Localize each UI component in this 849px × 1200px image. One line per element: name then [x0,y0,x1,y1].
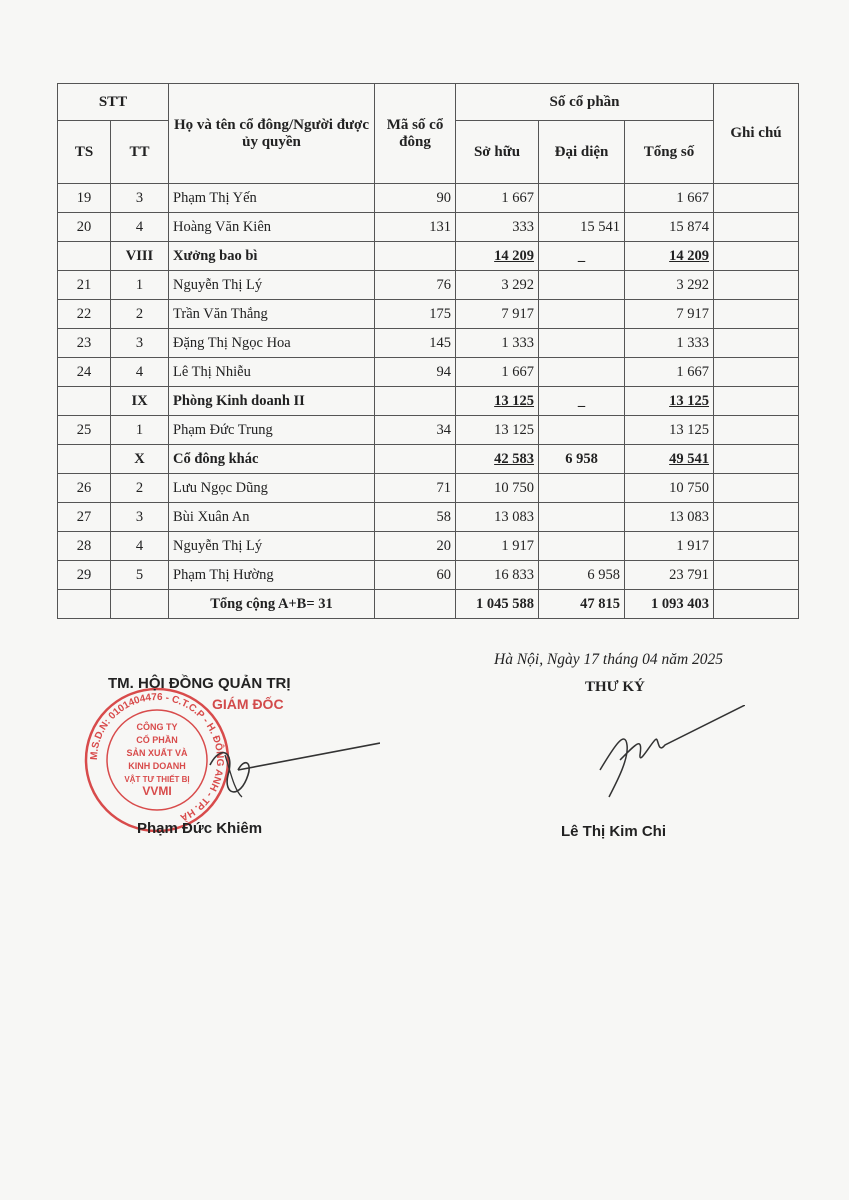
row-ts [58,387,111,416]
row-owned: 1 333 [456,329,539,358]
row-code: 94 [375,358,456,387]
row-tt: 2 [111,474,169,503]
row-total: 23 791 [625,561,714,590]
row-represented [539,300,625,329]
total-represented: 47 815 [539,590,625,619]
row-tt: 4 [111,532,169,561]
row-code: 58 [375,503,456,532]
row-tt: VIII [111,242,169,271]
row-note [714,271,799,300]
row-owned: 1 667 [456,184,539,213]
row-note [714,561,799,590]
row-name: Đặng Thị Ngọc Hoa [169,329,375,358]
row-total: 1 333 [625,329,714,358]
total-total: 1 093 403 [625,590,714,619]
row-name: Phạm Thị Yến [169,184,375,213]
group-row [58,445,799,474]
table-row [58,271,799,300]
director-name: Phạm Đức Khiêm [137,820,263,837]
row-total: 14 209 [625,242,714,271]
header-owned: Sở hữu [456,121,539,184]
row-total: 7 917 [625,300,714,329]
seal-line: SẢN XUẤT VÀ [126,748,188,758]
row-represented [539,532,625,561]
row-code: 131 [375,213,456,242]
row-ts: 24 [58,358,111,387]
total-code [375,590,456,619]
row-owned: 14 209 [456,242,539,271]
row-total: 49 541 [625,445,714,474]
row-total: 1 917 [625,532,714,561]
row-note [714,213,799,242]
secretary-title: THƯ KÝ [585,679,645,695]
row-ts: 21 [58,271,111,300]
row-code: 145 [375,329,456,358]
group-row [58,387,799,416]
row-represented: _ [539,387,625,416]
row-owned: 42 583 [456,445,539,474]
row-note [714,445,799,474]
seal-line: KINH DOANH [128,761,186,771]
director-signature [190,735,380,805]
row-total: 15 874 [625,213,714,242]
row-owned: 1 667 [456,358,539,387]
total-label: Tổng cộng A+B= 31 [169,590,375,619]
table-row [58,561,799,590]
row-total: 1 667 [625,184,714,213]
row-represented: 15 541 [539,213,625,242]
row-code [375,445,456,474]
row-name: Lê Thị Nhiễu [169,358,375,387]
table-row [58,358,799,387]
group-row [58,242,799,271]
row-name: Phạm Thị Hường [169,561,375,590]
row-total: 3 292 [625,271,714,300]
row-tt: 3 [111,503,169,532]
row-total: 1 667 [625,358,714,387]
table-row [58,474,799,503]
row-owned: 333 [456,213,539,242]
row-tt: 5 [111,561,169,590]
row-code [375,387,456,416]
table-row [58,532,799,561]
total-row [58,590,799,619]
board-subtitle: GIÁM ĐỐC [212,696,284,712]
header-represented: Đại diện [539,121,625,184]
row-total: 13 125 [625,416,714,445]
row-ts: 28 [58,532,111,561]
row-note [714,329,799,358]
row-represented: 6 958 [539,445,625,474]
row-ts: 29 [58,561,111,590]
row-code: 76 [375,271,456,300]
table-row [58,300,799,329]
row-note [714,474,799,503]
row-note [714,184,799,213]
row-name: Bùi Xuân An [169,503,375,532]
row-owned: 10 750 [456,474,539,503]
seal-line: VẬT TƯ THIẾT BỊ [124,775,190,784]
row-ts: 25 [58,416,111,445]
table-row [58,416,799,445]
total-note [714,590,799,619]
row-represented [539,184,625,213]
row-owned: 13 125 [456,416,539,445]
row-owned: 16 833 [456,561,539,590]
header-ts: TS [58,121,111,184]
secretary-name: Lê Thị Kim Chi [561,823,666,840]
row-note [714,242,799,271]
row-owned: 13 083 [456,503,539,532]
row-tt: 4 [111,358,169,387]
row-name: Hoàng Văn Kiên [169,213,375,242]
row-tt: X [111,445,169,474]
row-note [714,300,799,329]
total-owned: 1 045 588 [456,590,539,619]
row-note [714,416,799,445]
row-code [375,242,456,271]
row-name: Phạm Đức Trung [169,416,375,445]
table-row [58,184,799,213]
table-row [58,213,799,242]
row-ts: 27 [58,503,111,532]
row-note [714,532,799,561]
row-represented: 6 958 [539,561,625,590]
row-code: 175 [375,300,456,329]
row-represented [539,329,625,358]
seal-line: VVMI [142,784,172,798]
row-ts: 20 [58,213,111,242]
row-ts: 19 [58,184,111,213]
row-note [714,358,799,387]
row-represented [539,358,625,387]
row-owned: 7 917 [456,300,539,329]
row-note [714,387,799,416]
row-name: Phòng Kinh doanh II [169,387,375,416]
row-code: 60 [375,561,456,590]
row-tt: 2 [111,300,169,329]
svg-text:M.S.D.N: 0101404476 - C.T.C.P: M.S.D.N: 0101404476 - C.T.C.P - H. ĐÔNG ANH - TP. HÀ [88,691,226,823]
header-stt: STT [58,84,169,121]
row-total: 10 750 [625,474,714,503]
row-represented [539,474,625,503]
header-note: Ghi chú [714,84,799,184]
row-tt: 1 [111,271,169,300]
row-tt: 3 [111,184,169,213]
row-code: 90 [375,184,456,213]
row-represented [539,503,625,532]
total-tt [111,590,169,619]
row-total: 13 083 [625,503,714,532]
row-owned: 1 917 [456,532,539,561]
row-name: Lưu Ngọc Dũng [169,474,375,503]
row-owned: 13 125 [456,387,539,416]
row-ts: 23 [58,329,111,358]
header-tt: TT [111,121,169,184]
row-name: Trần Văn Thắng [169,300,375,329]
row-represented [539,416,625,445]
row-ts: 22 [58,300,111,329]
shareholder-table [57,83,799,619]
row-name: Nguyễn Thị Lý [169,271,375,300]
header-code: Mã số cổ đông [375,84,456,184]
seal-line: CỔ PHẦN [136,735,178,745]
row-tt: 1 [111,416,169,445]
board-title: TM. HỘI ĐỒNG QUẢN TRỊ [108,675,291,692]
signing-date: Hà Nội, Ngày 17 tháng 04 năm 2025 [494,651,724,668]
table-row [58,329,799,358]
row-total: 13 125 [625,387,714,416]
row-ts [58,445,111,474]
row-tt: 4 [111,213,169,242]
row-represented [539,271,625,300]
row-owned: 3 292 [456,271,539,300]
row-tt: 3 [111,329,169,358]
row-note [714,503,799,532]
row-ts: 26 [58,474,111,503]
row-code: 20 [375,532,456,561]
row-ts [58,242,111,271]
total-ts [58,590,111,619]
row-name: Nguyễn Thị Lý [169,532,375,561]
row-name: Xưởng bao bì [169,242,375,271]
header-total: Tổng số [625,121,714,184]
seal-line: CÔNG TY [136,722,178,732]
header-name: Họ và tên cổ đông/Người được ủy quyền [169,84,375,184]
row-code: 71 [375,474,456,503]
table-row [58,503,799,532]
row-represented: _ [539,242,625,271]
header-shares: Số cổ phần [456,84,714,121]
row-name: Cổ đông khác [169,445,375,474]
secretary-signature [595,705,745,805]
row-tt: IX [111,387,169,416]
row-code: 34 [375,416,456,445]
